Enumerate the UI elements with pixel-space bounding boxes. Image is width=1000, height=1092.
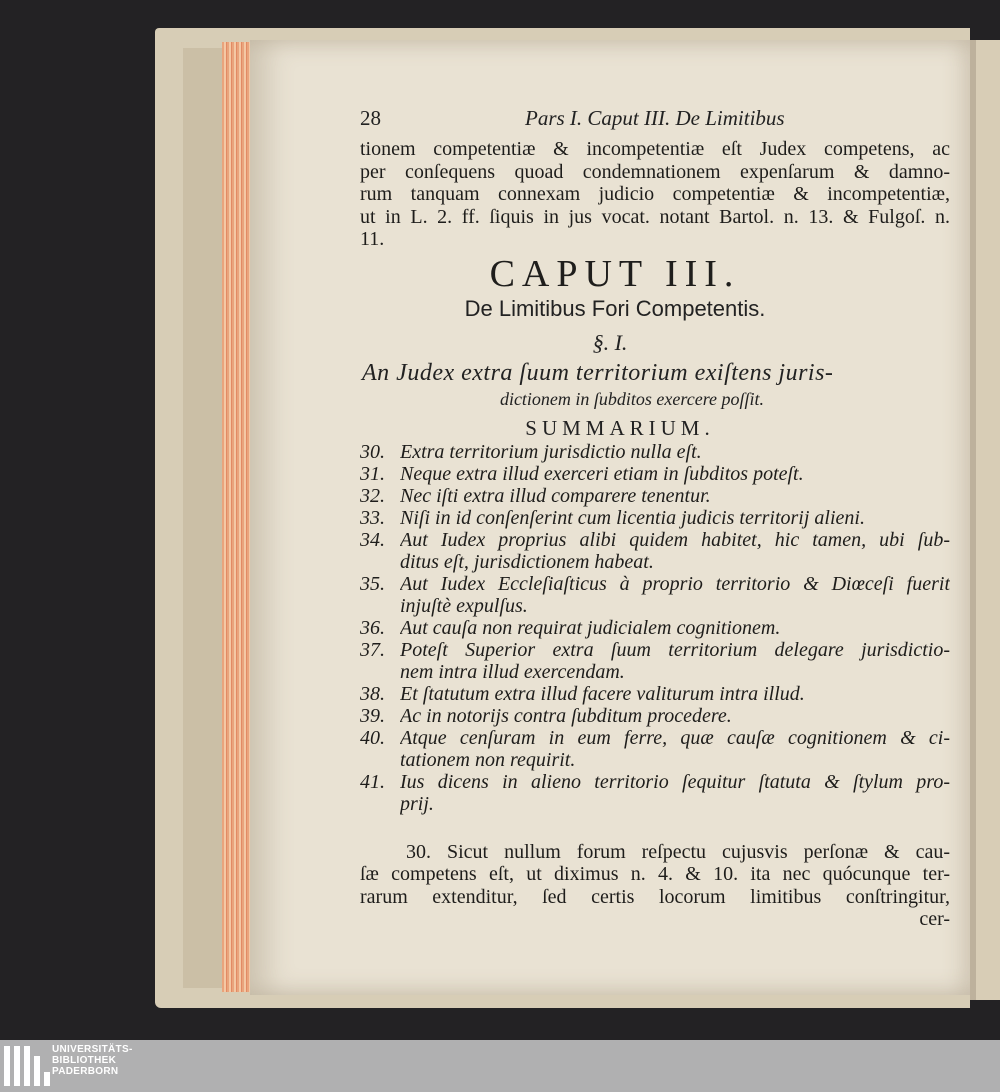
summary-item-number: 38.: [360, 683, 385, 705]
summary-item: [360, 529, 950, 573]
text-line: ut in L. 2. ff. ſiquis in jus vocat. notant Bartol. n. 13. & Fulgoſ. n.: [360, 205, 950, 228]
summary-item-line: Extra territorium jurisdictio nulla eſt.: [400, 441, 702, 463]
chapter-subtitle: De Limitibus Fori Competentis.: [464, 296, 766, 321]
summary-item: [360, 639, 950, 683]
summary-item-line: Aut Iudex proprius alibi quidem habitet, hic tamen, ubi ſub-: [400, 529, 950, 551]
summary-item-number: 30.: [360, 441, 385, 463]
summary-item-number: 34.: [360, 529, 385, 551]
section-mark: §. I.: [592, 330, 628, 355]
page-header: [360, 106, 940, 132]
question-line: dictionem in ſubditos exercere poſſit.: [499, 389, 765, 409]
summary-item-number: 36.: [360, 617, 385, 639]
text-line: per conſequens quoad condemnationem expenſarum & damno-: [360, 160, 950, 183]
summary-item-line: Ius dicens in alieno territorio ſequitur ſtatuta & ſtylum pro-: [400, 771, 950, 793]
summary-item: [360, 507, 950, 529]
summary-item-text: [400, 683, 950, 705]
summary-item-line: ditus eſt, jurisdictionem habeat.: [400, 551, 654, 573]
summary-item-number: 32.: [360, 485, 385, 507]
section-question: [362, 360, 942, 410]
library-name: UNIVERSITÄTS- BIBLIOTHEK PADERBORN: [52, 1044, 133, 1077]
summary-item-number: 37.: [360, 639, 385, 661]
summary-item-line: Niſi in id conſenſerint cum licentia judicis territorij alieni.: [400, 507, 865, 529]
summary-item-number: 31.: [360, 463, 385, 485]
summary-item-line: Atque cenſuram in eum ferre, quæ cauſæ cognitionem & ci-: [400, 727, 950, 749]
summary-item-text: [400, 617, 950, 639]
library-logo-icon: [4, 1046, 50, 1086]
summary-item-number: 39.: [360, 705, 385, 727]
summary-item: [360, 485, 950, 507]
summary-item-line: injuſtè expulſus.: [400, 595, 528, 617]
summary-item-line: Nec iſti extra illud comparere tenentur.: [400, 485, 711, 507]
summary-heading: SUMMARIUM.: [525, 416, 715, 440]
summary-item-line: Poteſt Superior extra ſuum territorium delegare jurisdictio-: [400, 639, 950, 661]
question-line: An Judex extra ſuum territorium exiſtens juris-: [362, 360, 834, 386]
library-footer: [0, 1040, 1000, 1092]
summary-item-text: [400, 639, 950, 683]
summary-item-line: Aut Iudex Eccleſiaſticus à proprio territorio & Diœceſi fuerit: [400, 573, 950, 595]
chapter-title: CAPUT III.: [489, 253, 741, 295]
summary-item: [360, 573, 950, 617]
text-line: rum tanquam connexam judicio competentiæ & incompetentiæ,: [360, 183, 950, 205]
summary-item: [360, 727, 950, 771]
summary-item: [360, 771, 950, 815]
summary-item-line: Et ſtatutum extra illud facere valiturum intra illud.: [400, 683, 805, 705]
summary-item: [360, 463, 950, 485]
summary-item-text: [400, 463, 950, 485]
summary-item-text: [400, 705, 950, 727]
intro-text: [360, 138, 950, 251]
summary-item: [360, 705, 950, 727]
text-line: tionem competentiæ & incompetentiæ eſt Judex competens, ac: [360, 138, 950, 160]
summary-item-text: [400, 485, 950, 507]
summary-item-line: nem intra illud exercendam.: [400, 661, 625, 683]
summary-item-line: Neque extra illud exerceri etiam in ſubditos poteſt.: [400, 463, 804, 485]
summary-item-number: 33.: [360, 507, 385, 529]
summary-item-text: [400, 727, 950, 771]
summary-list: [360, 441, 950, 815]
summary-item: [360, 441, 950, 463]
running-head: Pars I. Caput III. De Limitibus: [525, 106, 785, 130]
summary-item: [360, 683, 950, 705]
catchword: cer-: [919, 908, 950, 931]
summary-item-text: [400, 441, 950, 463]
text-line: 30. Sicut nullum forum reſpectu cujusvis perſonæ & cau-: [406, 841, 950, 863]
summary-item-line: Ac in notorijs contra ſubditum procedere.: [400, 705, 732, 727]
summary-item-line: prij.: [400, 793, 434, 815]
summary-item-text: [400, 771, 950, 815]
main-paragraph: [360, 841, 950, 931]
summary-item-text: [400, 529, 950, 573]
summary-item-text: [400, 507, 950, 529]
text-line: 11.: [360, 228, 385, 250]
page-number: 28: [360, 106, 381, 130]
summary-item-number: 40.: [360, 727, 385, 749]
text-line: rarum extenditur, ſed certis locorum limitibus conſtringitur,: [360, 885, 950, 908]
summary-item-line: Aut cauſa non requirat judicialem cognitionem.: [400, 617, 781, 639]
summary-item-number: 41.: [360, 771, 385, 793]
summary-item: [360, 617, 950, 639]
summary-item-text: [400, 573, 950, 617]
summary-item-line: tationem non requirit.: [400, 749, 576, 771]
text-line: ſæ competens eſt, ut diximus n. 4. & 10. ita nec quócunque ter-: [360, 863, 950, 886]
summary-item-number: 35.: [360, 573, 385, 595]
